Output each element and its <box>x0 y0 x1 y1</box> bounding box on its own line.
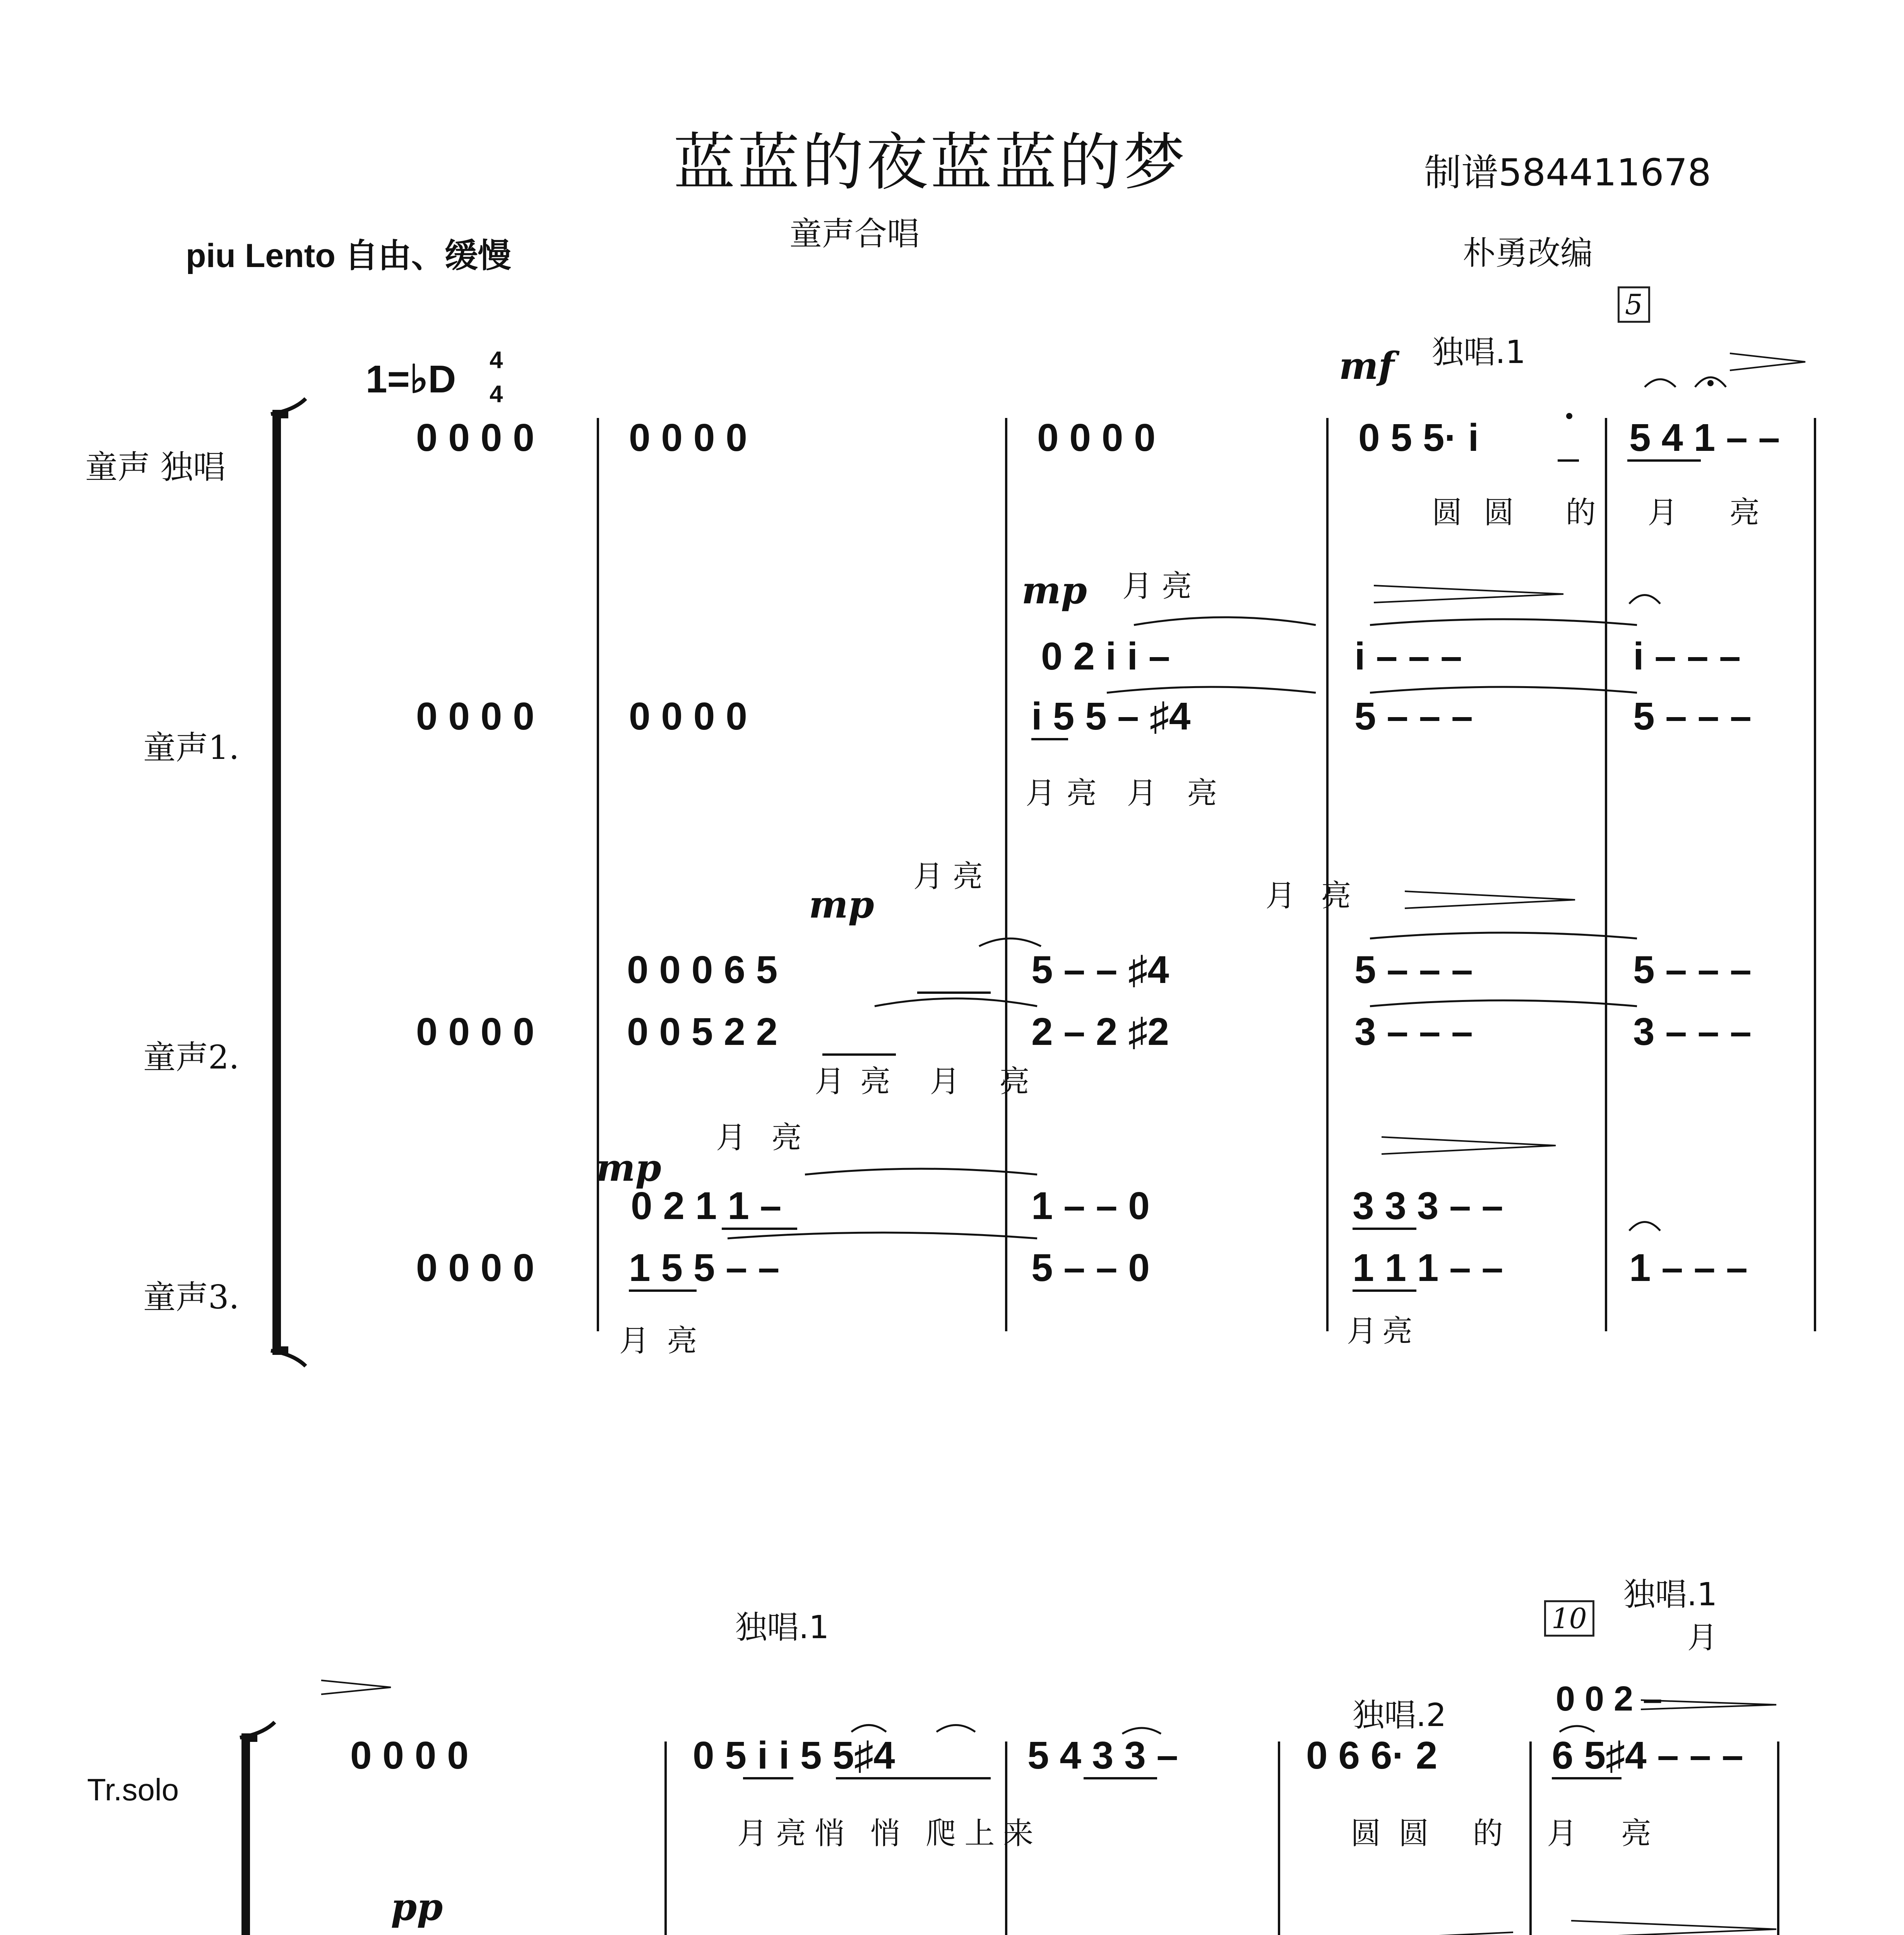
part-label-solo: 童声 独唱 <box>85 448 226 486</box>
solo-marking: 独唱.1 <box>1432 334 1526 371</box>
s2-solo-slur-c <box>1122 1728 1161 1734</box>
s1-v3-tie-a <box>805 1169 1037 1175</box>
s2-solo-slur-a <box>851 1725 886 1732</box>
s2-solo-m2: 0 5 i i 5 5♯4 <box>693 1734 895 1777</box>
s1-v2-bot-m5: 3 – – – <box>1633 1010 1752 1053</box>
s1-v3-top-m4: 3 3 3 – – <box>1353 1184 1503 1228</box>
s1-v3-bot-m3: 5 – – 0 <box>1031 1246 1150 1289</box>
s1-v2-tie-b <box>875 998 1037 1006</box>
dynamic-mp-voice2: mp <box>809 883 874 926</box>
voice3-lyrics-a: 月 亮 <box>619 1324 702 1358</box>
s1-v2-decresc <box>1405 891 1575 908</box>
dynamic-mp-voice3: mp <box>596 1146 661 1190</box>
s1-v3-tie-b <box>728 1233 1037 1238</box>
s1-v3-bot-m2: 1 5 5 – – <box>629 1246 780 1289</box>
key-signature: 1=♭D <box>366 358 456 401</box>
solo-marking-1a: 独唱.1 <box>735 1609 829 1646</box>
s1-v3-fermata <box>1629 1222 1660 1231</box>
solo-marking-2: 独唱.2 <box>1353 1697 1447 1734</box>
s1-v1-m1: 0 0 0 0 <box>416 695 534 738</box>
time-signature-top: 4 <box>490 347 503 373</box>
tempo-marking: piu Lento 自由、缓慢 <box>186 237 511 274</box>
s1-v1-top-m4: i – – – <box>1354 635 1462 678</box>
s1-v2-top-m3: 5 – – ♯4 <box>1031 948 1169 991</box>
s1-v1-top-m5: i – – – <box>1633 635 1741 678</box>
s2-solo-slur-b <box>937 1725 975 1732</box>
s1-solo-m4: 0 5 5· i <box>1358 416 1479 459</box>
s1-solo-fermata-dot <box>1707 380 1714 386</box>
s1-v1-bot-m4: 5 – – – <box>1354 695 1473 738</box>
system2-bracket <box>246 1738 257 1935</box>
time-signature-bottom: 4 <box>490 381 503 408</box>
s1-solo-m5: 5 4 1 – – <box>1629 416 1780 459</box>
s1-solo-m2: 0 0 0 0 <box>629 416 747 459</box>
solo-lyrics: 圆圆 的 月 亮 <box>1432 495 1782 529</box>
s1-v1-bot-m3: i 5 5 – ♯4 <box>1031 695 1191 738</box>
s1-v2-top-m5: 5 – – – <box>1633 948 1752 991</box>
s1-v2-tie-c <box>1370 933 1637 938</box>
voice1-lyric-top: 月亮 <box>1122 569 1202 603</box>
s2-solo-slur-d <box>1560 1726 1594 1732</box>
s1-v1-fermata <box>1629 595 1660 604</box>
s1-v2-tie-d <box>1370 1000 1637 1006</box>
s1-v2-top-m2: 0 0 0 6 5 <box>627 948 778 991</box>
voice2-lyric-top: 月亮 <box>913 859 993 893</box>
s1-v2-tie-a <box>979 938 1041 946</box>
s1-v3-bot-m4: 1 1 1 – – <box>1353 1246 1503 1289</box>
s1-v1-tie-top <box>1134 617 1316 625</box>
s2-tr1-decresc <box>1571 1921 1776 1935</box>
system1-bracket <box>277 414 288 1351</box>
part-label-voice1: 童声1. <box>143 729 240 767</box>
s1-v3-m1: 0 0 0 0 <box>416 1246 534 1289</box>
voice2-lyrics: 月亮 月 亮 <box>815 1064 1045 1098</box>
voice1-lyrics: 月亮 月 亮 <box>1026 776 1228 810</box>
arranger-credit: 朴勇改编 <box>1463 234 1593 272</box>
s2-tr1-cresc <box>1331 1932 1513 1935</box>
s2-solo-m1: 0 0 0 0 <box>350 1734 469 1777</box>
s2-pickup-decresc <box>321 1680 391 1694</box>
song-title: 蓝蓝的夜蓝蓝的梦 <box>673 126 1188 199</box>
part-label-tr-solo: Tr.solo <box>87 1772 179 1807</box>
s1-v3-top-m2: 0 2 1 1 – <box>631 1184 782 1228</box>
s1-v3-m5: 1 – – – <box>1629 1246 1748 1289</box>
s1-v2-top-m4: 5 – – – <box>1354 948 1473 991</box>
s1-v2-bot-m4: 3 – – – <box>1354 1010 1473 1053</box>
voice3-lyrics-b: 月亮 <box>1347 1314 1418 1348</box>
s1-solo-slur <box>1645 379 1676 387</box>
s1-solo-decresc <box>1730 353 1805 370</box>
s2-solo-m3: 5 4 3 3 – <box>1027 1734 1178 1777</box>
tr-solo-lyrics-b: 圆圆 的 月 亮 <box>1351 1816 1669 1850</box>
s1-v3-top-m3: 1 – – 0 <box>1031 1184 1150 1228</box>
dynamic-mf: mf <box>1339 344 1394 388</box>
transcriber-credit: 制谱584411678 <box>1424 151 1711 194</box>
s1-v1-bot-m5: 5 – – – <box>1633 695 1752 738</box>
s1-v1-top-m3: 0 2 i i – <box>1041 635 1170 678</box>
s1-solo-m1: 0 0 0 0 <box>416 416 534 459</box>
rehearsal-mark-10: 10 <box>1544 1600 1594 1637</box>
s2-solo-m4: 0 6 6· 2 <box>1306 1734 1438 1777</box>
solo-marking-1b: 独唱.1 <box>1623 1576 1717 1613</box>
s1-solo-high-dot <box>1566 413 1572 419</box>
s1-v1-decresc <box>1374 586 1563 603</box>
s2-solo-m5: 6 5♯4 – – – <box>1552 1734 1743 1777</box>
dynamic-pp-tr1: pp <box>391 1885 443 1929</box>
s1-v1-tie-bot2 <box>1370 687 1637 693</box>
s2-solo-upper: 0 0 2 – <box>1556 1680 1663 1718</box>
s1-v2-bot-m3: 2 – 2 ♯2 <box>1031 1010 1169 1053</box>
s1-v1-tie-top2 <box>1370 619 1637 625</box>
voice3-lyric-top: 月 亮 <box>716 1120 810 1154</box>
solo-lyric-moon: 月 <box>1687 1620 1719 1654</box>
s1-v1-tie-bot <box>1107 687 1316 693</box>
s1-v1-m2: 0 0 0 0 <box>629 695 747 738</box>
s1-v2-m1: 0 0 0 0 <box>416 1010 534 1053</box>
voice2-lyric-top2: 月 亮 <box>1265 878 1360 913</box>
subtitle: 童声合唱 <box>789 215 920 253</box>
part-label-voice2: 童声2. <box>143 1038 240 1076</box>
tr-solo-lyrics-a: 月亮悄 悄 爬上来 <box>737 1816 1042 1850</box>
rehearsal-mark-5: 5 <box>1618 286 1650 323</box>
part-label-voice3: 童声3. <box>143 1278 240 1316</box>
s1-solo-m3: 0 0 0 0 <box>1037 416 1156 459</box>
s1-v2-bot-m2: 0 0 5 2 2 <box>627 1010 778 1053</box>
s1-v3-decresc <box>1382 1137 1556 1154</box>
dynamic-mp-voice1: mp <box>1022 569 1087 612</box>
